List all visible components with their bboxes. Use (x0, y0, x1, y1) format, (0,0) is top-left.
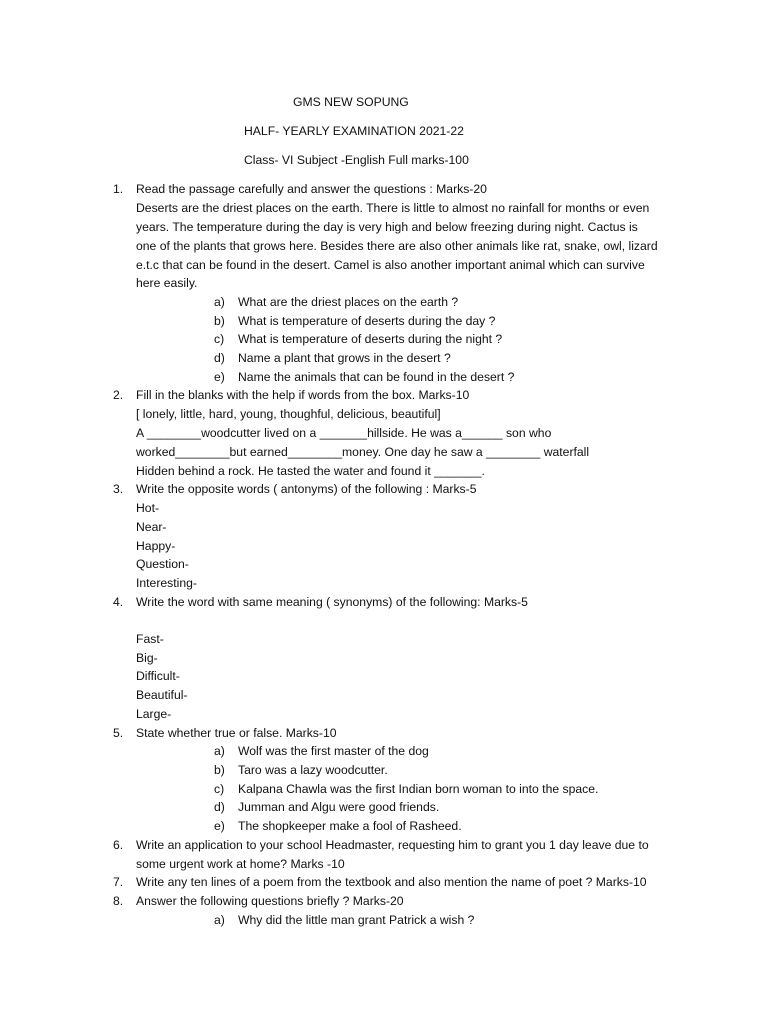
question-1-number: 1. (113, 182, 124, 196)
question-4-number: 4. (113, 595, 124, 609)
sub-question-label: a) (214, 744, 225, 758)
sub-question-text: The shopkeeper make a fool of Rasheed. (238, 819, 462, 833)
synonym-word: Beautiful- (136, 688, 188, 702)
word-box: [ lonely, little, hard, young, thoughful, delicious, beautiful] (136, 407, 441, 421)
question-2-title: Fill in the blanks with the help if words from the box. Marks-10 (136, 388, 470, 402)
question-4-title: Write the word with same meaning ( synonyms) of the following: Marks-5 (136, 595, 528, 609)
sub-question-label: d) (214, 351, 225, 365)
sub-question-label: a) (214, 295, 225, 309)
synonym-word: Large- (136, 707, 172, 721)
question-6-number: 6. (113, 838, 124, 852)
fill-blank-line: A ________woodcutter lived on a _______hillside. He was a______ son who (136, 426, 552, 440)
sub-question-label: e) (214, 370, 225, 384)
fill-blank-line: worked________but earned________money. One day he saw a ________ waterfall (136, 445, 590, 459)
antonym-word: Hot- (136, 501, 160, 515)
sub-question-label: a) (214, 913, 225, 927)
question-7-number: 7. (113, 875, 124, 889)
antonym-word: Interesting- (136, 576, 197, 590)
question-2-number: 2. (113, 388, 124, 402)
antonym-word: Question- (136, 557, 189, 571)
sub-question-text: Wolf was the first master of the dog (238, 744, 429, 758)
exam-title: HALF- YEARLY EXAMINATION 2021-22 (244, 124, 464, 138)
question-6-text: some urgent work at home? Marks -10 (136, 857, 345, 871)
question-6-text: Write an application to your school Headmaster, requesting him to grant you 1 day leave due to (136, 838, 649, 852)
sub-question-text: Jumman and Algu were good friends. (238, 800, 440, 814)
school-name: GMS NEW SOPUNG (293, 95, 409, 109)
sub-question-label: b) (214, 763, 225, 777)
passage-line: Deserts are the driest places on the earth. There is little to almost no rainfall for months or even (136, 201, 650, 215)
sub-question-label: e) (214, 819, 225, 833)
passage-line: e.t.c that can be found in the desert. Camel is also another important animal which can survive (136, 258, 645, 272)
sub-question-text: Why did the little man grant Patrick a wish ? (238, 913, 475, 927)
synonym-word: Difficult- (136, 669, 180, 683)
sub-question-label: c) (214, 332, 225, 346)
synonym-word: Big- (136, 651, 158, 665)
sub-question-text: What is temperature of deserts during the day ? (238, 314, 496, 328)
sub-question-text: Name a plant that grows in the desert ? (238, 351, 451, 365)
sub-question-label: d) (214, 800, 225, 814)
fill-blank-line: Hidden behind a rock. He tasted the water and found it _______. (136, 464, 485, 478)
sub-question-label: b) (214, 314, 225, 328)
question-8-number: 8. (113, 894, 124, 908)
synonym-word: Fast- (136, 632, 164, 646)
passage-line: years. The temperature during the day is very high and below freezing during night. Cactus is (136, 220, 638, 234)
question-3-title: Write the opposite words ( antonyms) of the following : Marks-5 (136, 482, 477, 496)
sub-question-label: c) (214, 782, 225, 796)
passage-line: here easily. (136, 276, 198, 290)
question-3-number: 3. (113, 482, 124, 496)
question-5-number: 5. (113, 726, 124, 740)
sub-question-text: What are the driest places on the earth ? (238, 295, 459, 309)
sub-question-text: What is temperature of deserts during the night ? (238, 332, 503, 346)
question-7-title: Write any ten lines of a poem from the textbook and also mention the name of poet ? Marks-10 (136, 875, 647, 889)
passage-line: one of the plants that grows here. Besides there are also other animals like rat, snake, owl, lizard (136, 239, 658, 253)
question-5-title: State whether true or false. Marks-10 (136, 726, 337, 740)
question-8-title: Answer the following questions briefly ? Marks-20 (136, 894, 404, 908)
sub-question-text: Kalpana Chawla was the first Indian born woman to into the space. (238, 782, 599, 796)
class-subject-line: Class- VI Subject -English Full marks-100 (244, 153, 469, 167)
sub-question-text: Taro was a lazy woodcutter. (238, 763, 388, 777)
antonym-word: Happy- (136, 539, 176, 553)
antonym-word: Near- (136, 520, 167, 534)
sub-question-text: Name the animals that can be found in the desert ? (238, 370, 515, 384)
question-1-title: Read the passage carefully and answer the questions : Marks-20 (136, 182, 487, 196)
